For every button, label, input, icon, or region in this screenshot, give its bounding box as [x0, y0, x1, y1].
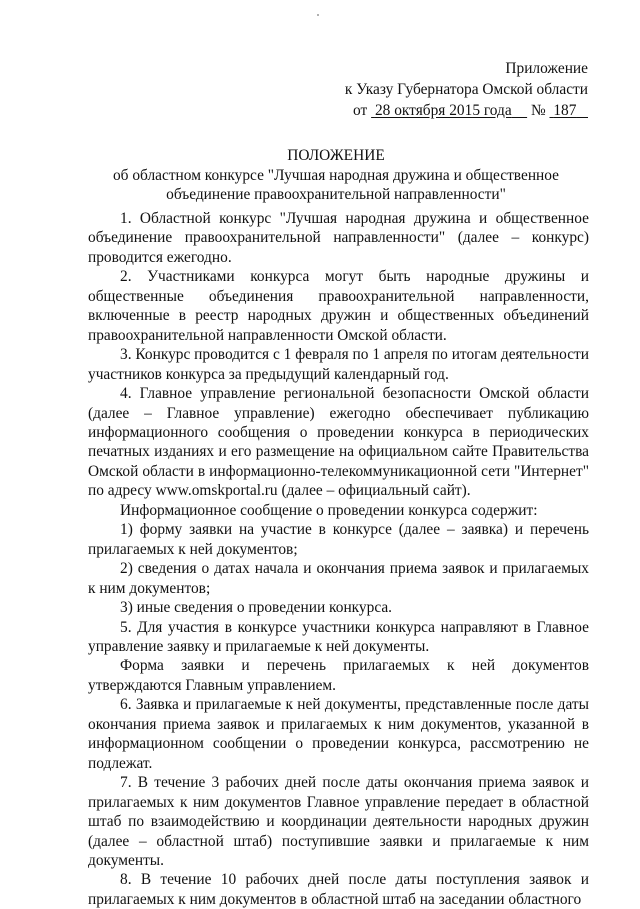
- document-subtitle: об областном конкурсе "Лучшая народная дружина и общественное объединение правоохранительной направленности": [112, 167, 560, 203]
- paragraph: 2. Участниками конкурса могут быть народные дружины и общественные объединения правоохранительной направленности, включенные в реестр народных дружин и общественных объединений правоохранительной направленности Омской области.: [88, 268, 589, 344]
- scan-speck: [317, 14, 319, 16]
- appendix-decree-ref: к Указу Губернатора Омской области: [344, 81, 588, 98]
- paragraph: Информационное сообщение о проведении конкурса содержит:: [120, 501, 538, 519]
- paragraph: 8. В течение 10 рабочих дней после даты поступления заявок и прилагаемых к ним документов в областной штаб на заседании областного: [88, 871, 589, 908]
- decree-date: [371, 102, 527, 119]
- decree-date-value: 28 октября 2015 года: [374, 102, 512, 119]
- paragraph: Форма заявки и перечень прилагаемых к ней документов утверждаются Главным управлением.: [88, 657, 589, 694]
- paragraph: 6. Заявка и прилагаемые к ней документы, представленные после даты окончания приема заявок и прилагаемых к ним документов, указанной в информационном сообщении о проведении конкурса, рассмотрению не подлежат.: [88, 696, 589, 772]
- document-body: [88, 209, 589, 909]
- paragraph: 7. В течение 3 рабочих дней после даты окончания приема заявок и прилагаемых к ним документов Главное управление передает в областной штаб по взаимодействию и координации деятельности народных дружин (далее – областной штаб) поступившие заявки и прилагаемые к ним документы.: [88, 774, 589, 869]
- paragraph: 5. Для участия в конкурсе участники конкурса направляют в Главное управление заявку и прилагаемые к ней документы.: [88, 618, 589, 655]
- decree-number: [550, 102, 589, 119]
- paragraph: 1. Областной конкурс "Лучшая народная дружина и общественное объединение правоохранительной направленности" (далее – конкурс) проводится ежегодно.: [88, 210, 589, 266]
- paragraph: 1) форму заявки на участие в конкурсе (далее – заявка) и перечень прилагаемых к ней документов;: [88, 521, 589, 558]
- paragraph: 2) сведения о датах начала и окончания приема заявок и прилагаемых к ним документов;: [88, 560, 589, 597]
- paragraph: 3) иные сведения о проведении конкурса.: [120, 599, 393, 617]
- date-prefix: от: [353, 102, 368, 119]
- paragraph: 3. Конкурс проводится с 1 февраля по 1 апреля по итогам деятельности участников конкурса за предыдущий календарный год.: [88, 346, 589, 383]
- appendix-date-number: [288, 100, 588, 121]
- number-prefix: №: [530, 102, 546, 119]
- appendix-header: [288, 58, 588, 121]
- decree-number-value: 187: [553, 102, 577, 119]
- document-title: ПОЛОЖЕНИЕ: [287, 147, 385, 164]
- appendix-label: Приложение: [505, 60, 588, 77]
- paragraph: 4. Главное управление региональной безопасности Омской области (далее – Главное управление) ежегодно обеспечивает публикацию информационного сообщения о проведении конкурса в периодических печатных изданиях и его размещение на официальном сайте Правительства Омской области в информационно-телекоммуникационной сети "Интернет" по адресу www.omskportal.ru (далее – официальный сайт).: [88, 385, 589, 500]
